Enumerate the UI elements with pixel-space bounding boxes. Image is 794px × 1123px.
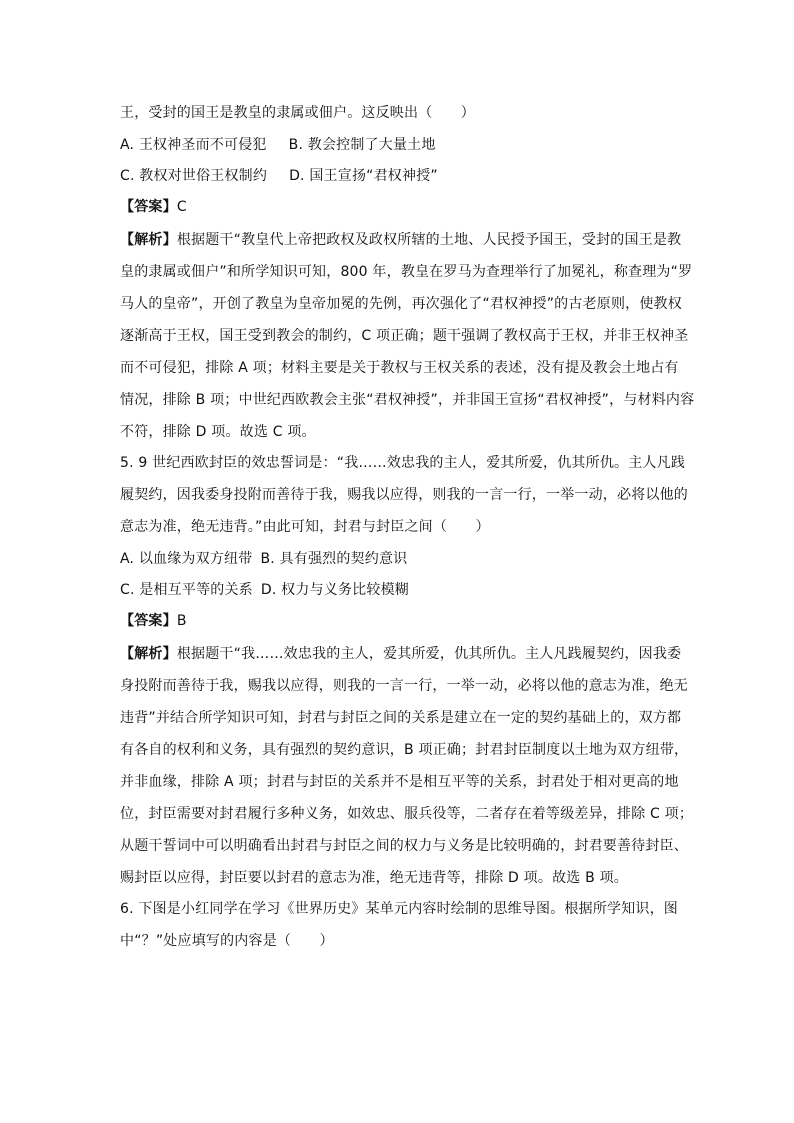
q4-option-b: B. 教会控制了大量土地 <box>288 137 436 153</box>
q5-analysis-line-6: 位，封臣需要对封君履行多种义务，如效忠、服兵役等，二者存在着等级差异，排除 C 项； <box>120 806 694 822</box>
q4-option-d: D. 国王宣扬“君权神授” <box>289 168 438 184</box>
q4-analysis-tag: 【解析】 <box>120 232 177 248</box>
q5-analysis-line-2: 身投附而善待于我，赐我以应得，则我的一言一行，一举一动，必将以他的意志为准，绝无 <box>120 678 688 694</box>
q5-analysis-line-7: 从题干誓词中可以明确看出封君与封臣之间的权力与义务是比较明确的，封君要善待封臣、 <box>120 838 688 854</box>
q5-stem-line-2: 履契约，因我委身投附而善待于我，赐我以应得，则我的一言一行，一举一动，必将以他的 <box>120 487 688 503</box>
q4-option-a: A. 王权神圣而不可侵犯 <box>120 137 267 153</box>
q6-stem-line-1: 6. 下图是小红同学在学习《世界历史》某单元内容时绘制的思维导图。根据所学知识，图 <box>120 901 679 917</box>
q4-answer-tag: 【答案】 <box>120 199 177 215</box>
q5-analysis-line-3: 违背”并结合所学知识可知，封君与封臣之间的关系是建立在一定的契约基础上的，双方都 <box>120 710 682 726</box>
q5-option-d: D. 权力与义务比较模糊 <box>260 582 409 598</box>
q5-option-a: A. 以血缘为双方纽带 <box>120 551 253 567</box>
q4-answer <box>120 198 690 216</box>
q4-analysis-line-5: 而不可侵犯，排除 A 项；材料主要是关于教权与王权关系的表述，没有提及教会土地占有 <box>120 360 679 376</box>
q5-analysis-text-1: 根据题干“我……效忠我的主人，爱其所爱，仇其所仇。主人凡践履契约，因我委 <box>176 646 682 662</box>
q4-options-row-2 <box>120 167 690 185</box>
q6-stem-line-2: 中“？”处应填写的内容是（ ） <box>120 933 334 949</box>
q4-analysis-line-4: 逐渐高于王权，国王受到教会的制约，C 项正确；题干强调了教权高于王权，并非王权神圣 <box>120 328 689 344</box>
q4-analysis-text-1: 根据题干“教皇代上帝把政权及政权所辖的土地、人民授予国王，受封的国王是教 <box>176 232 682 248</box>
q5-stem-line-3: 意志为准，绝无违背。”由此可知，封君与封臣之间（ ） <box>120 519 490 535</box>
q4-analysis-line-6: 情况，排除 B 项；中世纪西欧教会主张“君权神授”，并非国王宣扬“君权神授”，与材料内容 <box>120 392 695 408</box>
q5-analysis-line-4: 有各自的权利和义务，具有强烈的契约意识，B 项正确；封君封臣制度以土地为双方纽带， <box>120 742 689 758</box>
q4-options-row-1 <box>120 136 690 154</box>
q4-analysis-line-7: 不符，排除 D 项。故选 C 项。 <box>120 424 316 440</box>
q5-option-b: B. 具有强烈的契约意识 <box>260 551 408 567</box>
q5-stem-line-1: 5. 9 世纪西欧封臣的效忠誓词是：“我……效忠我的主人，爱其所爱，仇其所仇。主人凡践 <box>120 455 686 471</box>
q5-options-row-2 <box>120 581 690 599</box>
q4-analysis-line-2: 皇的隶属或佃户”和所学知识可知，800 年，教皇在罗马为查理举行了加冕礼，称查理为“罗 <box>120 264 693 280</box>
q5-options-row-1 <box>120 550 690 568</box>
q4-answer-value: C <box>176 199 187 215</box>
q4-analysis-line-3: 马人的皇帝”，开创了教皇为皇帝加冕的先例，再次强化了“君权神授”的古老原则，使教权 <box>120 296 682 312</box>
q5-analysis-line-5: 并非血缘，排除 A 项；封君与封臣的关系并不是相互平等的关系，封君处于相对更高的地 <box>120 774 679 790</box>
q5-analysis-line-1 <box>120 645 690 663</box>
q5-option-c: C. 是相互平等的关系 <box>120 582 253 598</box>
q4-analysis-line-1 <box>120 231 690 249</box>
q4-stem-tail: 王，受封的国王是教皇的隶属或佃户。这反映出（ ） <box>120 105 475 121</box>
q4-option-c: C. 教权对世俗王权制约 <box>120 168 268 184</box>
q5-answer-value: B <box>176 613 187 629</box>
q5-answer <box>120 612 690 630</box>
q5-analysis-tag: 【解析】 <box>120 646 177 662</box>
q5-answer-tag: 【答案】 <box>120 613 177 629</box>
q5-analysis-line-8: 赐封臣以应得，封臣要以封君的意志为准，绝无违背等，排除 D 项。故选 B 项。 <box>120 870 628 886</box>
